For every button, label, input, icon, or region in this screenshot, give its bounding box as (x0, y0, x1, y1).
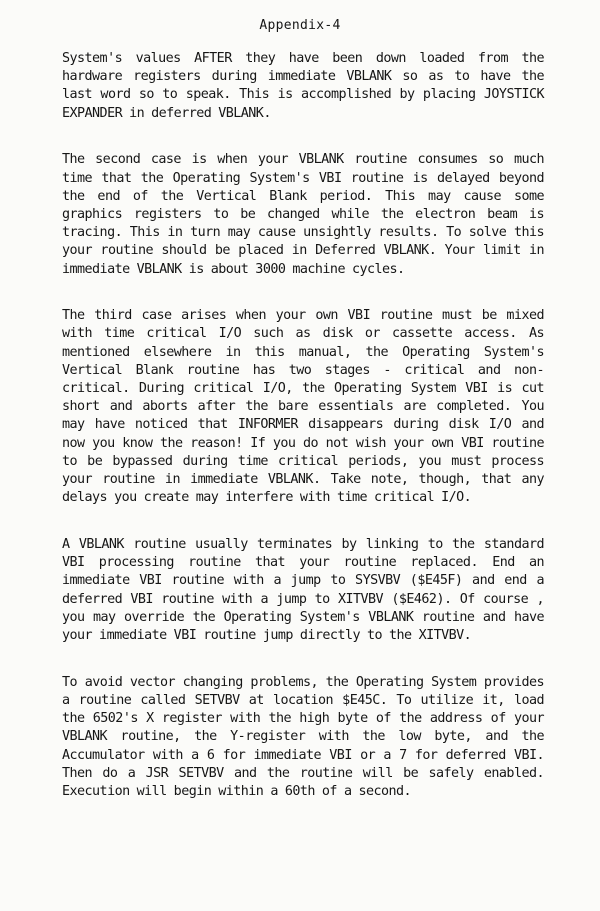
paragraph-second-case: The second case is when your VBLANK routine consumes so much time that the Operating System's VBI routine is delayed beyond the end of the Vertical Blank period. This may cause some graphics registers to be changed while the electron beam is tracing. This in turn may cause unsightly results. To solve this your routine should be placed in Deferred VBLANK. Your limit in immediate VBLANK is about 3000 machine cycles. (62, 152, 544, 277)
paragraph-vblank-values: System's values AFTER they have been down loaded from the hardware registers during immediate VBLANK so as to have the last word so to speak. This is accomplished by placing JOYSTICK EXPANDER in deferred VBLANK. (62, 51, 544, 121)
paragraph-third-case: The third case arises when your own VBI routine must be mixed with time critical I/O such as disk or cassette access. As mentioned elsewhere in this manual, the Operating System's Vertical Blank routine has two stages - critical and non-critical. During critical I/O, the Operating System VBI is cut short and aborts after the bare essentials are completed. You may have noticed that INFORMER disappears during disk I/O and now you know the reason! If you do not wish your own VBI routine to be bypassed during time critical periods, you must process your routine in immediate VBLANK. Take note, though, that any delays you create may interfere with time critical I/O. (62, 308, 544, 506)
paragraph-setvbv: To avoid vector changing problems, the Operating System provides a routine called SETVBV at location $E45C. To utilize it, load the 6502's X register with the high byte of the address of your VBLANK routine, the Y-register with the low byte, and the Accumulator with a 6 for immediate VBI or a 7 for deferred VBI. Then do a JSR SETVBV and the routine will be safely enabled. Execution will begin within a 60th of a second. (62, 674, 544, 799)
paragraph-vblank-termination: A VBLANK routine usually terminates by linking to the standard VBI processing routine that your routine replaced. End an immediate VBI routine with a jump to SYSVBV ($E45F) and end a deferred VBI routine with a jump to XITVBV ($E462). Of course , you may override the Operating System's VBLANK routine and have your immediate VBI routine jump directly to the XITVBV. (62, 536, 544, 643)
page-header: Appendix-4 (259, 18, 341, 33)
body-text (62, 50, 544, 830)
